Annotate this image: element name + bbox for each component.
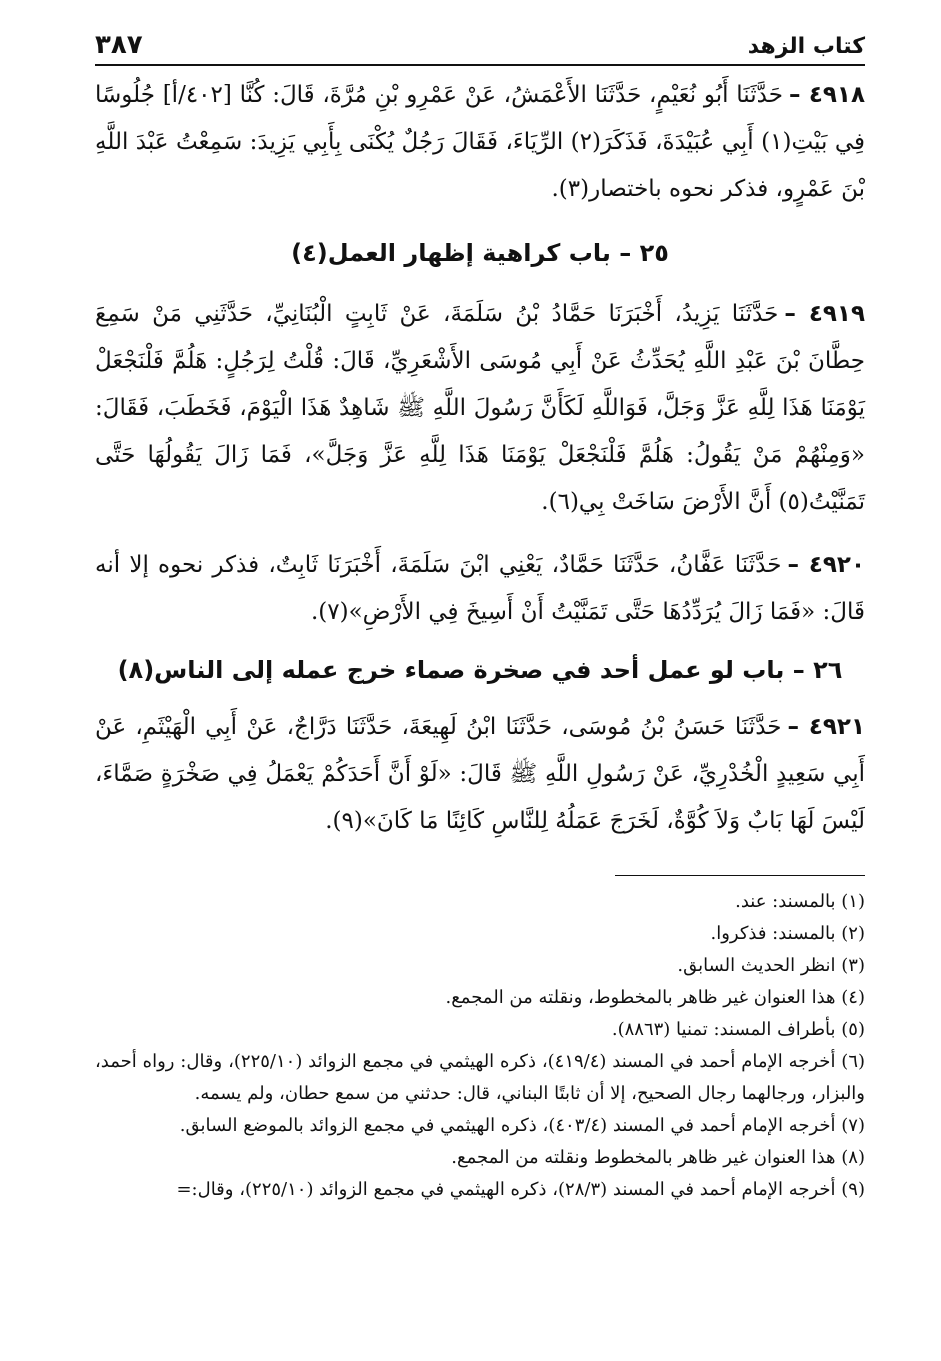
footnote: (٥) بأطراف المسند: تمنيا (٨٨٦٣). xyxy=(611,1019,865,1040)
footnote: (٨) هذا العنوان غير ظاهر بالمخطوط ونقلته من المجمع. xyxy=(451,1147,865,1168)
footnote-separator xyxy=(615,875,865,876)
hadith-text: حَدَّثَنَا أَبُو نُعَيْمٍ، حَدَّثَنَا الأَعْمَشُ، عَنْ عَمْرِو بْنِ مُرَّةَ، قَالَ: كُنَّا [٤٠٢/أ] جُلُوسًا فِي بَيْتِ(١) أَبِي عُبَيْدَةَ، فَذَكَرَ(٢) الرِّيَاءَ، فَقَالَ رَجُلٌ يُكْنَى بِأَبِي يَزِيدَ: سَمِعْتُ عَبْدَ اللَّهِ بْنَ عَمْرٍو، فذكر نحوه باختصار(٣). xyxy=(95,82,865,202)
page-number: ٣٨٧ xyxy=(95,30,143,60)
hadith-paragraph xyxy=(95,704,865,845)
footnote: (٦) أخرجه الإمام أحمد في المسند (٤١٩/٤)، ذكره الهيثمي في مجمع الزوائد (٢٢٥/١٠)، وقال: رواه أحمد، والبزار، ورجالهما رجال الصحيح، إلا أن ثابتًا البناني، قال: حدثني من سمع حطان، ولم يسمه. xyxy=(95,1051,866,1104)
chapter-heading: ٢٦ – باب لو عمل أحد في صخرة صماء خرج عمله إلى الناس(٨) xyxy=(117,656,843,684)
hadith-text: حَدَّثَنَا عَفَّانُ، حَدَّثَنَا حَمَّادٌ، يَعْنِي ابْنَ سَلَمَةَ، أَخْبَرَنَا ثَابِتٌ، فذكر نحوه إلا أنه قَالَ: «فَمَا زَالَ يُرَدِّدُهَا حَتَّى تَمَنَّيْتُ أَنْ أَسِيخَ فِي الأَرْضِ»(٧). xyxy=(95,552,865,625)
hadith-text: حَدَّثَنَا يَزِيدُ، أَخْبَرَنَا حَمَّادُ بْنُ سَلَمَةَ، عَنْ ثَابِتٍ الْبُنَانِيِّ، حَدَّثَنِي مَنْ سَمِعَ حِطَّانَ بْنَ عَبْدِ اللَّهِ يُحَدِّثُ عَنْ أَبِي مُوسَى الأَشْعَرِيِّ، قَالَ: قُلْتُ لِرَجُلٍ: هَلُمَّ فَلْنَجْعَلْ يَوْمَنَا هَذَا لِلَّهِ عَزَّ وَجَلَّ، فَوَاللَّهِ لَكَأَنَّ رَسُولَ اللَّهِ ﷺ شَاهِدٌ هَذَا الْيَوْمَ، فَخَطَبَ، فَقَالَ: «وَمِنْهُمْ مَنْ يَقُولُ: هَلُمَّ فَلْنَجْعَلْ يَوْمَنَا هَذَا لِلَّهِ عَزَّ وَجَلَّ»، فَمَا زَالَ يَقُولُهَا حَتَّى تَمَنَّيْتُ(٥) أَنَّ الأَرْضَ سَاخَتْ بِي(٦). xyxy=(95,301,865,515)
chapter-heading: ٢٥ – باب كراهية إظهار العمل(٤) xyxy=(291,239,669,267)
footnotes xyxy=(95,886,865,1206)
book-title: كتاب الزهد xyxy=(747,34,865,59)
hadith-number: ٤٩٢١ – xyxy=(787,714,865,740)
footnote: (٧) أخرجه الإمام أحمد في المسند (٤٠٣/٤)، ذكره الهيثمي في مجمع الزوائد بالموضع السابق. xyxy=(179,1115,865,1136)
hadith-text: حَدَّثَنَا حَسَنُ بْنُ مُوسَى، حَدَّثَنَا ابْنُ لَهِيعَةَ، حَدَّثَنَا دَرَّاجٌ، عَنْ أَبِي الْهَيْثَمِ، عَنْ أَبِي سَعِيدٍ الْخُدْرِيِّ، عَنْ رَسُولِ اللَّهِ ﷺ قَالَ: «لَوْ أَنَّ أَحَدَكُمْ يَعْمَلُ فِي صَخْرَةٍ صَمَّاءَ، لَيْسَ لَهَا بَابٌ وَلاَ كُوَّةٌ، لَخَرَجَ عَمَلُهُ لِلنَّاسِ كَائِنًا مَا كَانَ»(٩). xyxy=(95,714,865,834)
hadith-number: ٤٩١٩ – xyxy=(784,301,865,327)
hadith-paragraph xyxy=(95,72,865,213)
footnote: (٤) هذا العنوان غير ظاهر بالمخطوط، ونقلته من المجمع. xyxy=(445,987,865,1008)
hadith-paragraph xyxy=(95,542,865,636)
footnote: (١) بالمسند: عند. xyxy=(735,891,865,912)
hadith-number: ٤٩٢٠ – xyxy=(787,552,865,578)
footnote: (٩) أخرجه الإمام أحمد في المسند (٢٨/٣)، ذكره الهيثمي في مجمع الزوائد (٢٢٥/١٠)، وقال:= xyxy=(176,1179,865,1200)
running-header xyxy=(95,30,865,66)
hadith-number: ٤٩١٨ – xyxy=(788,82,866,108)
book-page xyxy=(95,30,865,1206)
hadith-paragraph xyxy=(95,291,865,526)
footnote: (٣) انظر الحديث السابق. xyxy=(677,955,865,976)
footnote: (٢) بالمسند: فذكروا. xyxy=(710,923,865,944)
